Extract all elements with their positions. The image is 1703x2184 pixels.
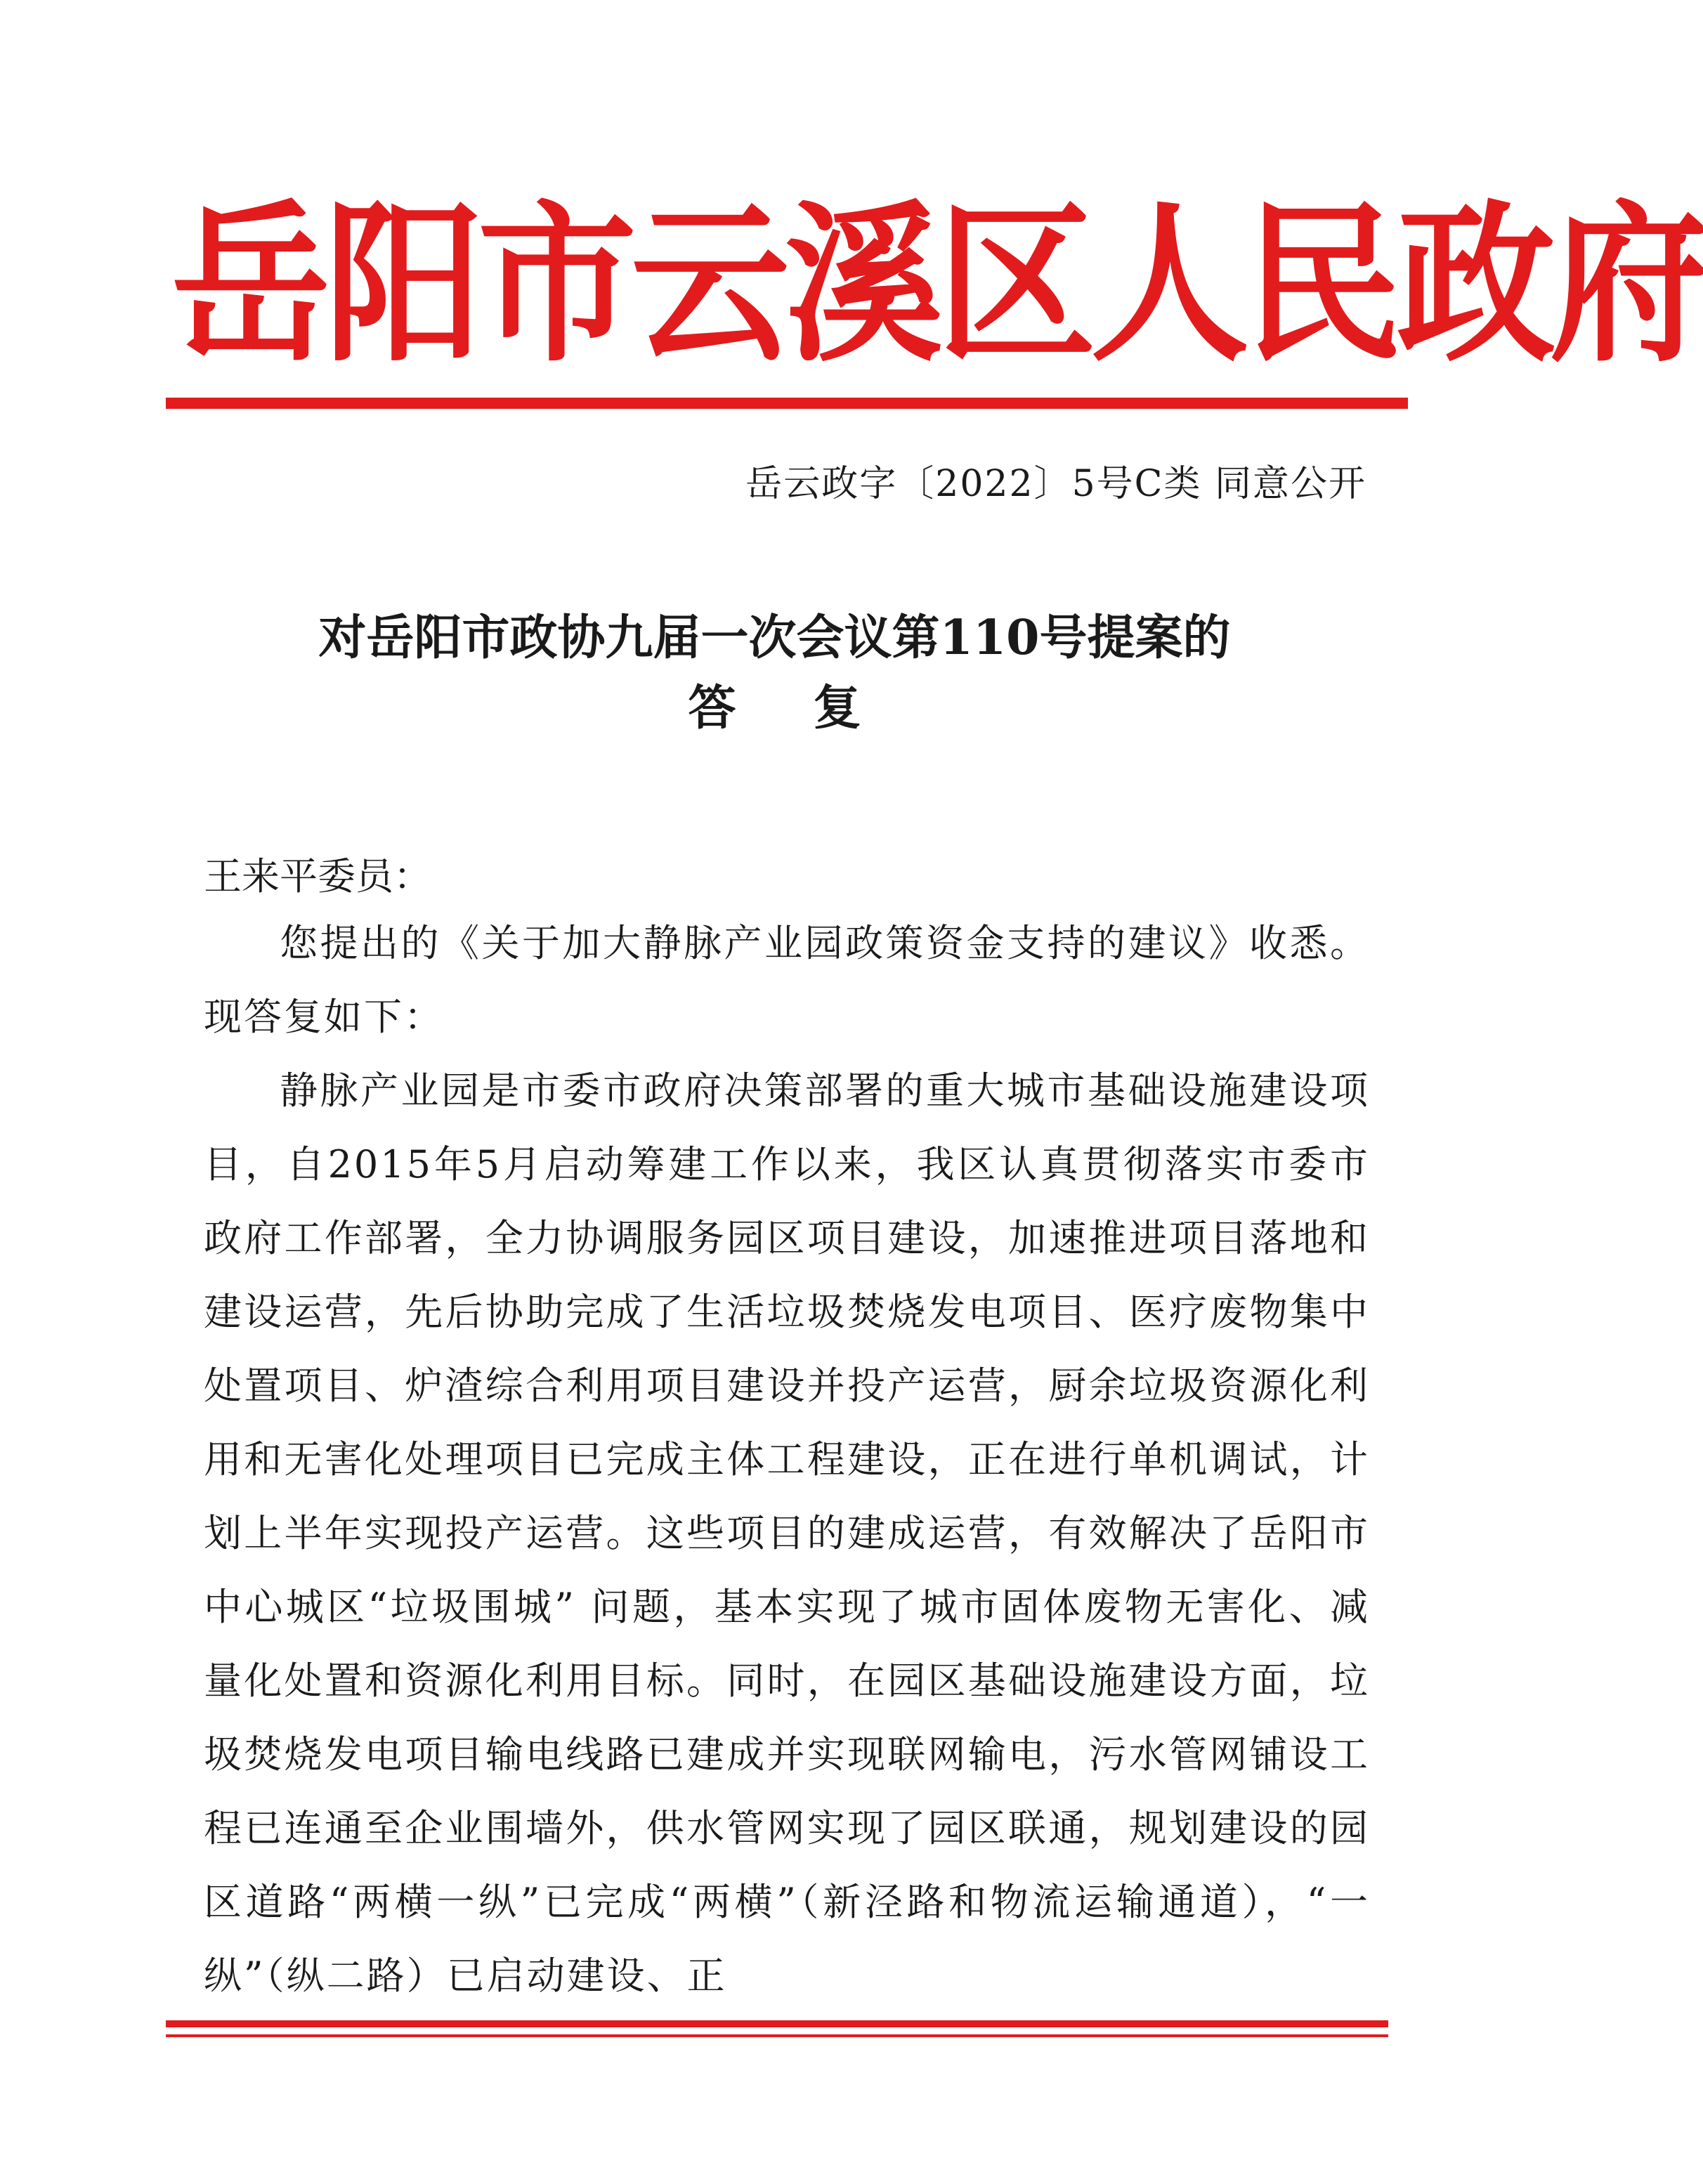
letterhead-red-rule — [166, 398, 1408, 409]
paragraph-main: 静脉产业园是市委市政府决策部署的重大城市基础设施建设项目，自2015年5月启动筹建工作以来，我区认真贯彻落实市委市政府工作部署，全力协调服务园区项目建设，加速推进项目落地和建设运营，先后协助完成了生活垃圾焚烧发电项目、医疗废物集中处置项目、炉渣综合利用项目建设并投产运营，厨余垃圾资源化利用和无害化处理项目已完成主体工程建设，正在进行单机调试，计划上半年实现投产运营。这些项目的建成运营，有效解决了岳阳市中心城区“垃圾围城” 问题，基本实现了城市固体废物无害化、减量化处置和资源化利用目标。同时，在园区基础设施建设方面，垃圾焚烧发电项目输电线路已建成并实现联网输电，污水管网铺设工程已连通至企业围墙外，供水管网实现了园区联通，规划建设的园区道路“两横一纵”已完成“两横”（新泾路和物流运输通道），“一纵”（纵二路）已启动建设、正 — [204, 1068, 1370, 1998]
body-text — [204, 906, 1370, 2013]
footer-red-rule-thick — [166, 2020, 1388, 2027]
document-title-line1: 对岳阳市政协九届一次会议第110号提案的 — [318, 610, 1231, 666]
salutation: 王来平委员： — [204, 854, 431, 898]
document-title-line2: 答复 — [688, 680, 939, 736]
footer-red-rule-thin — [166, 2034, 1388, 2037]
document-number: 岳云政字〔2022〕5号C类 同意公开 — [745, 463, 1366, 505]
document-title — [141, 603, 1409, 743]
letterhead-title: 岳阳市云溪区人民政府 — [171, 184, 1703, 386]
paragraph-intro: 您提出的《关于加大静脉产业园政策资金支持的建议》收悉。现答复如下： — [204, 921, 1370, 1039]
